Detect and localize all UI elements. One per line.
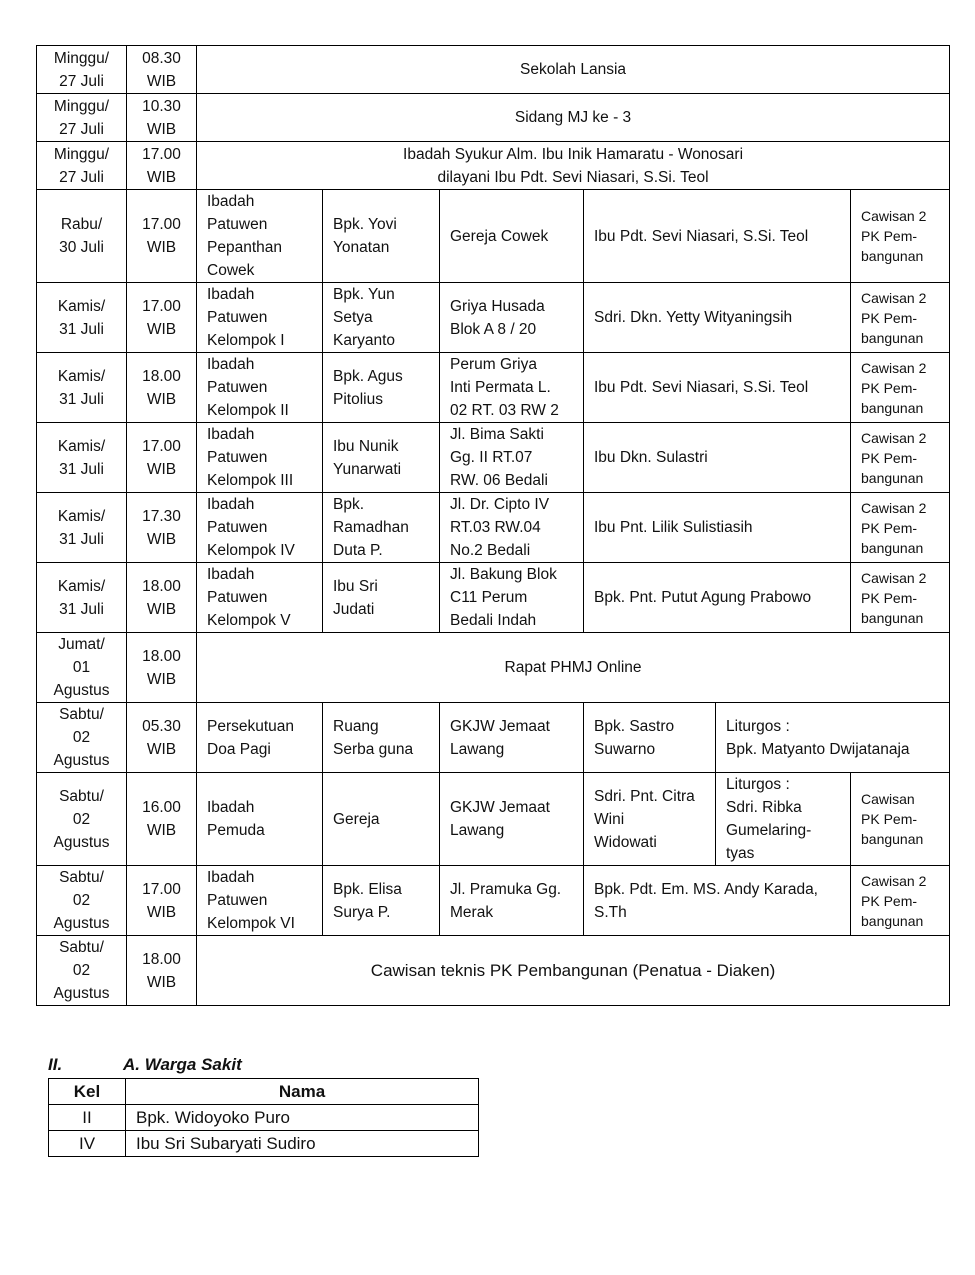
host-cell: Ibu Nunik Yunarwati bbox=[323, 423, 440, 493]
nama-cell: Bpk. Widoyoko Puro bbox=[126, 1105, 479, 1131]
schedule-row bbox=[37, 493, 950, 563]
time-cell: 18.00 WIB bbox=[127, 353, 197, 423]
host-cell: Ruang Serba guna bbox=[323, 703, 440, 773]
sick-members-table bbox=[48, 1078, 479, 1157]
time-cell: 17.00 WIB bbox=[127, 190, 197, 283]
note-cell: Cawisan 2 PK Pem- bangunan bbox=[851, 423, 950, 493]
day-cell: Kamis/ 31 Juli bbox=[37, 493, 127, 563]
nama-cell: Ibu Sri Subaryati Sudiro bbox=[126, 1131, 479, 1157]
table-header-row bbox=[49, 1079, 479, 1105]
place-cell: GKJW Jemaat Lawang bbox=[440, 703, 584, 773]
schedule-row bbox=[37, 423, 950, 493]
leader-cell: Ibu Pdt. Sevi Niasari, S.Si. Teol bbox=[584, 353, 851, 423]
day-cell: Rabu/ 30 Juli bbox=[37, 190, 127, 283]
kel-cell: IV bbox=[49, 1131, 126, 1157]
place-cell: Griya Husada Blok A 8 / 20 bbox=[440, 283, 584, 353]
note-cell: Cawisan 2 PK Pem- bangunan bbox=[851, 190, 950, 283]
leader-cell: Bpk. Pnt. Putut Agung Prabowo bbox=[584, 563, 851, 633]
host-cell: Bpk. Elisa Surya P. bbox=[323, 866, 440, 936]
time-cell: 17.30 WIB bbox=[127, 493, 197, 563]
note-cell: Cawisan 2 PK Pem- bangunan bbox=[851, 353, 950, 423]
leader-cell: Ibu Dkn. Sulastri bbox=[584, 423, 851, 493]
place-cell: Jl. Pramuka Gg. Merak bbox=[440, 866, 584, 936]
day-cell: Sabtu/ 02 Agustus bbox=[37, 773, 127, 866]
time-cell: 05.30 WIB bbox=[127, 703, 197, 773]
header-nama: Nama bbox=[126, 1079, 479, 1105]
leader-cell: Ibu Pnt. Lilik Sulistiasih bbox=[584, 493, 851, 563]
host-cell: Gereja bbox=[323, 773, 440, 866]
event-cell: Persekutuan Doa Pagi bbox=[197, 703, 323, 773]
note-cell: Cawisan PK Pem- bangunan bbox=[851, 773, 950, 866]
day-cell: Kamis/ 31 Juli bbox=[37, 283, 127, 353]
day-cell: Sabtu/ 02 Agustus bbox=[37, 936, 127, 1006]
schedule-row bbox=[37, 46, 950, 94]
place-cell: Perum Griya Inti Permata L. 02 RT. 03 RW 2 bbox=[440, 353, 584, 423]
event-span-cell: Cawisan teknis PK Pembangunan (Penatua - Diaken) bbox=[197, 936, 950, 1006]
note-cell: Cawisan 2 PK Pem- bangunan bbox=[851, 866, 950, 936]
section-heading bbox=[48, 1055, 242, 1075]
host-cell: Bpk. Agus Pitolius bbox=[323, 353, 440, 423]
day-cell: Kamis/ 31 Juli bbox=[37, 563, 127, 633]
day-cell: Jumat/ 01 Agustus bbox=[37, 633, 127, 703]
schedule-row bbox=[37, 773, 950, 866]
note-cell: Cawisan 2 PK Pem- bangunan bbox=[851, 563, 950, 633]
leader-cell: Sdri. Pnt. Citra Wini Widowati bbox=[584, 773, 716, 866]
day-cell: Minggu/ 27 Juli bbox=[37, 142, 127, 190]
day-cell: Kamis/ 31 Juli bbox=[37, 353, 127, 423]
event-cell: Ibadah Patuwen Kelompok VI bbox=[197, 866, 323, 936]
event-span-cell: Rapat PHMJ Online bbox=[197, 633, 950, 703]
host-cell: Bpk. Yovi Yonatan bbox=[323, 190, 440, 283]
schedule-row bbox=[37, 353, 950, 423]
time-cell: 17.00 WIB bbox=[127, 142, 197, 190]
place-cell: Jl. Dr. Cipto IV RT.03 RW.04 No.2 Bedali bbox=[440, 493, 584, 563]
table-row bbox=[49, 1131, 479, 1157]
schedule-table bbox=[36, 45, 950, 1006]
event-span-cell: Sekolah Lansia bbox=[197, 46, 950, 94]
table-row bbox=[49, 1105, 479, 1131]
day-cell: Sabtu/ 02 Agustus bbox=[37, 703, 127, 773]
event-cell: Ibadah Patuwen Kelompok V bbox=[197, 563, 323, 633]
note-cell: Cawisan 2 PK Pem- bangunan bbox=[851, 283, 950, 353]
liturgos-cell: Liturgos : Sdri. Ribka Gumelaring- tyas bbox=[716, 773, 851, 866]
event-cell: Ibadah Patuwen Pepanthan Cowek bbox=[197, 190, 323, 283]
time-cell: 17.00 WIB bbox=[127, 283, 197, 353]
time-cell: 17.00 WIB bbox=[127, 423, 197, 493]
time-cell: 18.00 WIB bbox=[127, 936, 197, 1006]
event-span-cell: Ibadah Syukur Alm. Ibu Inik Hamaratu - Wonosari dilayani Ibu Pdt. Sevi Niasari, S.Si. Teol bbox=[197, 142, 950, 190]
leader-cell: Bpk. Sastro Suwarno bbox=[584, 703, 716, 773]
place-cell: Jl. Bakung Blok C11 Perum Bedali Indah bbox=[440, 563, 584, 633]
leader-cell: Ibu Pdt. Sevi Niasari, S.Si. Teol bbox=[584, 190, 851, 283]
liturgos-cell: Liturgos : Bpk. Matyanto Dwijatanaja bbox=[716, 703, 950, 773]
place-cell: Jl. Bima Sakti Gg. II RT.07 RW. 06 Bedali bbox=[440, 423, 584, 493]
day-cell: Sabtu/ 02 Agustus bbox=[37, 866, 127, 936]
schedule-row bbox=[37, 703, 950, 773]
event-cell: Ibadah Pemuda bbox=[197, 773, 323, 866]
schedule-row bbox=[37, 283, 950, 353]
day-cell: Minggu/ 27 Juli bbox=[37, 46, 127, 94]
time-cell: 18.00 WIB bbox=[127, 563, 197, 633]
section-number: II. bbox=[48, 1055, 63, 1074]
event-cell: Ibadah Patuwen Kelompok III bbox=[197, 423, 323, 493]
time-cell: 18.00 WIB bbox=[127, 633, 197, 703]
time-cell: 10.30 WIB bbox=[127, 94, 197, 142]
time-cell: 16.00 WIB bbox=[127, 773, 197, 866]
schedule-row bbox=[37, 936, 950, 1006]
place-cell: Gereja Cowek bbox=[440, 190, 584, 283]
leader-cell: Bpk. Pdt. Em. MS. Andy Karada, S.Th bbox=[584, 866, 851, 936]
kel-cell: II bbox=[49, 1105, 126, 1131]
event-cell: Ibadah Patuwen Kelompok II bbox=[197, 353, 323, 423]
time-cell: 17.00 WIB bbox=[127, 866, 197, 936]
header-kel: Kel bbox=[49, 1079, 126, 1105]
place-cell: GKJW Jemaat Lawang bbox=[440, 773, 584, 866]
event-cell: Ibadah Patuwen Kelompok I bbox=[197, 283, 323, 353]
host-cell: Ibu Sri Judati bbox=[323, 563, 440, 633]
event-span-cell: Sidang MJ ke - 3 bbox=[197, 94, 950, 142]
schedule-row bbox=[37, 190, 950, 283]
day-cell: Minggu/ 27 Juli bbox=[37, 94, 127, 142]
leader-cell: Sdri. Dkn. Yetty Wityaningsih bbox=[584, 283, 851, 353]
time-cell: 08.30 WIB bbox=[127, 46, 197, 94]
schedule-row bbox=[37, 633, 950, 703]
host-cell: Bpk. Yun Setya Karyanto bbox=[323, 283, 440, 353]
event-cell: Ibadah Patuwen Kelompok IV bbox=[197, 493, 323, 563]
schedule-row bbox=[37, 866, 950, 936]
schedule-row bbox=[37, 563, 950, 633]
day-cell: Kamis/ 31 Juli bbox=[37, 423, 127, 493]
schedule-row bbox=[37, 142, 950, 190]
host-cell: Bpk. Ramadhan Duta P. bbox=[323, 493, 440, 563]
section-title: A. Warga Sakit bbox=[123, 1055, 242, 1074]
schedule-row bbox=[37, 94, 950, 142]
note-cell: Cawisan 2 PK Pem- bangunan bbox=[851, 493, 950, 563]
